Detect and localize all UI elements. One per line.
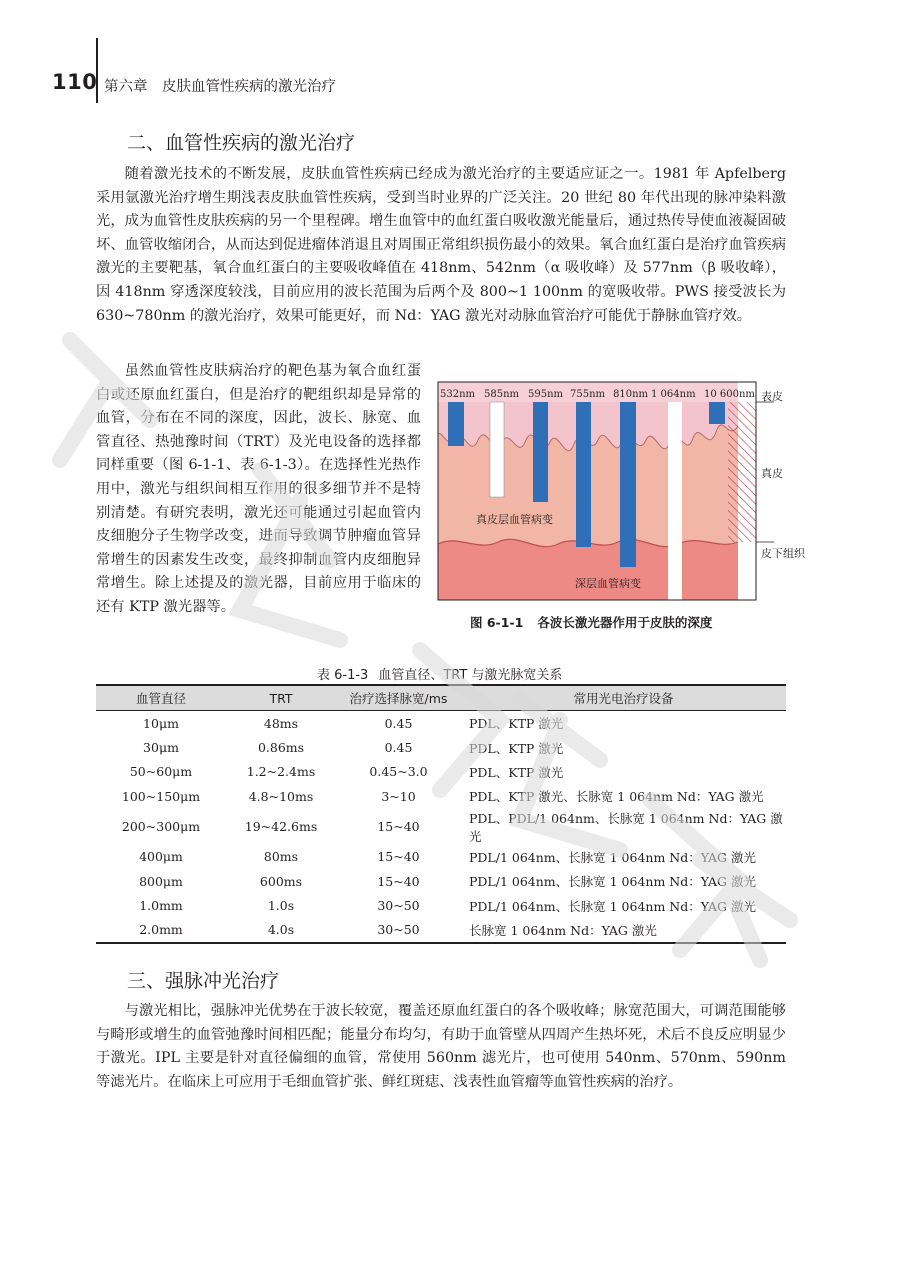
laser-bar-755: [576, 402, 591, 547]
table-cell: 1.2~2.4ms: [246, 764, 316, 780]
table-row: [96, 918, 786, 943]
section-heading-ipl: 三、强脉冲光治疗: [127, 970, 280, 992]
wavelength-label: 595nm: [528, 389, 564, 400]
table-cell: 30μm: [143, 740, 179, 756]
table-cell: 0.45~3.0: [369, 764, 428, 780]
table-cell: 400μm: [139, 849, 183, 865]
skin-depth-figure: [438, 382, 805, 600]
table-cell: PDL/1 064nm、长脉宽 1 064nm Nd：YAG 激光: [469, 898, 756, 914]
body-paragraph-2: 虽然血管性皮肤病治疗的靶色基为氧合血红蛋白或还原血红蛋白，但是治疗的靶组织却是异常的血管，分布在不同的深度，因此，波长、脉宽、血管直径、热弛豫时间（TRT）及光电设备的选择都同样重要（图 6-1-1、表 6-1-3）。在选择性光热作用中，激光与组织间相互作用的很多细节并不是特别清楚。有研究表明，激光还可能通过引起血管内皮细胞分子生物学改变，进而导致调节肿瘤血管异常增生的因素发生改变，最终抑制血管内皮细胞异常增生。除上述提及的激光器，目前应用于临床的还有 KTP 激光器等。: [96, 363, 421, 615]
wavelength-label: 532nm: [440, 389, 476, 400]
laser-bar-810: [620, 402, 636, 567]
table-row: [96, 809, 786, 845]
table-cell: 80ms: [263, 849, 299, 865]
hatched-column: [728, 402, 756, 542]
laser-bar-595: [533, 402, 548, 502]
table-cell: 3~10: [381, 788, 416, 804]
wavelength-label: 1 064nm: [651, 389, 696, 400]
table-cell: 50~60μm: [129, 764, 193, 780]
table-cell: 600ms: [259, 873, 303, 889]
table-cell: 30~50: [377, 898, 420, 914]
table-cell: 800μm: [139, 873, 183, 889]
bar-1064-gap: [668, 402, 682, 600]
table-row: [96, 711, 786, 736]
table-cell: 1.0s: [267, 898, 295, 914]
table-cell: 15~40: [377, 819, 420, 835]
table-cell: 10μm: [143, 715, 179, 731]
table-caption-number: 表 6-1-3: [317, 668, 369, 683]
inner-label-deep: 深层血管病变: [575, 577, 641, 590]
table-cell: 48ms: [263, 715, 299, 731]
wavelength-label: 755nm: [570, 389, 606, 400]
vessel-trt-table: [96, 684, 786, 944]
table-cell: 19~42.6ms: [244, 819, 318, 835]
layer-label-subcutis: 皮下组织: [761, 547, 805, 560]
table-cell: 30~50: [377, 922, 420, 938]
table-cell: PDL/1 064nm、长脉宽 1 064nm Nd：YAG 激光: [469, 849, 756, 865]
table-cell: 200~300μm: [121, 819, 201, 835]
table-cell: 0.45: [384, 715, 413, 731]
table-cell: 15~40: [377, 849, 420, 865]
layer-label-epidermis: 表皮: [761, 390, 783, 403]
column-header: 血管直径: [135, 691, 186, 706]
table-cell: 0.86ms: [257, 740, 305, 756]
table-cell: 15~40: [377, 873, 420, 889]
figure-caption-number: 图 6-1-1: [470, 615, 524, 630]
figure-caption-text: 各波长激光器作用于皮肤的深度: [537, 615, 713, 630]
table-cell: PDL、KTP 激光: [469, 740, 564, 756]
page-number: 110: [52, 70, 98, 94]
table-cell: PDL/1 064nm、长脉宽 1 064nm Nd：YAG 激光: [469, 874, 756, 890]
body-paragraph-3: 与激光相比，强脉冲光优势在于波长较宽，覆盖还原血红蛋白的各个吸收峰；脉宽范围大，可调范围能够与畸形或增生的血管弛豫时间相匹配；能量分布均匀，有助于血管壁从四周产生热坏死，术后不良反应明显少于激光。IPL 主要是针对直径偏细的血管，常使用 560nm 滤光片，也可使用 540nm、570nm、590nm 等滤光片。在临床上可应用于毛细血管扩张、鲜红斑痣、浅表性血管瘤等血管性疾病的治疗。: [96, 1003, 786, 1090]
wavelength-label: 585nm: [484, 389, 520, 400]
table-row: [96, 760, 786, 784]
table-cell: 2.0mm: [139, 922, 183, 938]
laser-bar-585: [490, 402, 504, 497]
table-row: [96, 784, 786, 808]
table-cell: 4.8~10ms: [248, 788, 314, 804]
column-header: TRT: [269, 690, 293, 706]
table-cell: 1.0mm: [139, 898, 183, 914]
layer-label-dermis: 真皮: [761, 467, 783, 480]
table-cell: 100~150μm: [121, 788, 201, 804]
laser-bar-532: [448, 402, 464, 446]
wavelength-label: 10 600nm: [704, 389, 755, 400]
table-cell: 4.0s: [267, 922, 295, 938]
column-header: 常用光电治疗设备: [573, 691, 674, 706]
wavelength-label: 810nm: [613, 389, 649, 400]
section-heading-laser-treatment: 二、血管性疾病的激光治疗: [127, 132, 356, 154]
table-cell: PDL、PDL/1 064nm、长脉宽 1 064nm Nd：YAG 激光: [469, 810, 783, 844]
figure-caption: [470, 613, 726, 631]
table-cell: 0.45: [384, 740, 413, 756]
table-caption-text: 血管直径、TRT 与激光脉宽关系: [378, 668, 563, 683]
table-row: [96, 845, 786, 869]
table-row: [96, 735, 786, 759]
running-title: 第六章 皮肤血管性疾病的激光治疗: [104, 79, 336, 95]
table-header-row: [96, 685, 786, 711]
table-row: [96, 893, 786, 917]
table-cell: PDL、KTP 激光: [469, 764, 564, 780]
table-caption: [317, 664, 572, 683]
laser-bar-10600: [709, 402, 725, 424]
table-cell: PDL、KTP 激光、长脉宽 1 064nm Nd：YAG 激光: [469, 789, 764, 805]
table-row: [96, 869, 786, 893]
table-cell: PDL、KTP 激光: [469, 716, 564, 732]
column-header: 治疗选择脉宽/ms: [349, 691, 448, 706]
table-cell: 长脉宽 1 064nm Nd：YAG 激光: [469, 922, 657, 938]
body-paragraph-1: 随着激光技术的不断发展，皮肤血管性疾病已经成为激光治疗的主要适应证之一。1981 年 Apfelberg 采用氩激光治疗增生期浅表皮肤血管性疾病，受到当时业界的广泛关注。20 世纪 80 年代出现的脉冲染料激光，成为血管性皮肤疾病的另一个里程碑。增生血管中的血红蛋白吸收激光能量后，通过热传导使血液凝固破坏、血管收缩闭合，从而达到促进瘤体消退且对周围正常组织损伤最小的效果。氧合血红蛋白是治疗血管疾病激光的主要靶基，氧合血红蛋白的主要吸收峰值在 418nm、542nm（α 吸收峰）及 577nm（β 吸收峰），因 418nm 穿透深度较浅，目前应用的波长范围为后两个及 800~1 100nm 的宽吸收带。PWS 接受波长为 630~780nm 的激光治疗，效果可能更好，而 Nd：YAG 激光对动脉血管治疗可能优于静脉血管疗效。: [96, 166, 786, 324]
inner-label-dermal: 真皮层血管病变: [476, 513, 553, 526]
